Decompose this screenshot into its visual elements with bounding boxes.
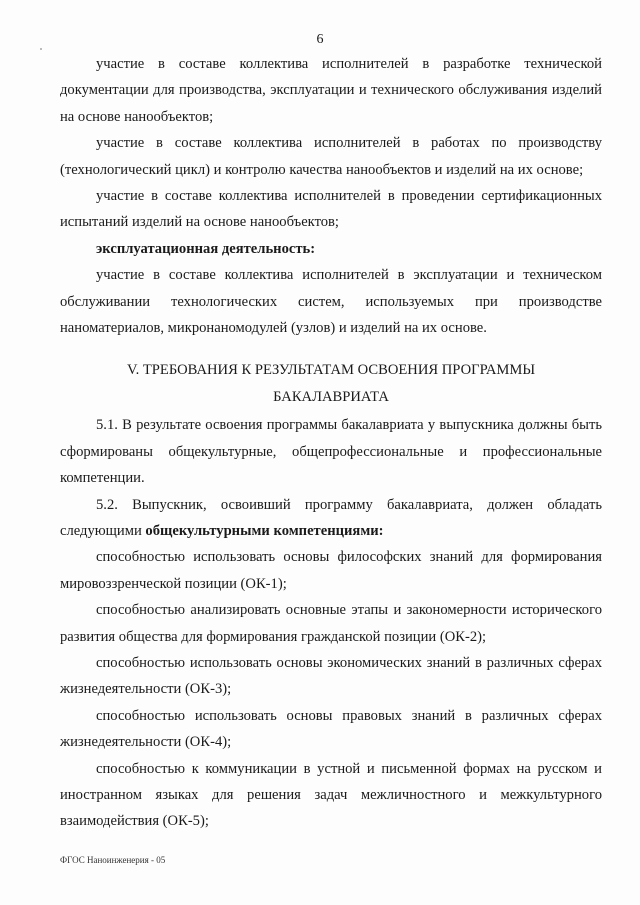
competency-ok-4: способностью использовать основы правовых знаний в различных сферах жизнедеятельности (ОК-4);	[60, 707, 602, 751]
paragraph-tech-documentation: участие в составе коллектива исполнителей в разработке технической документации для производства, эксплуатации и технического обслуживания изделий на основе нанообъектов;	[60, 56, 602, 125]
page-footer: ФГОС Наноинженерия - 05	[60, 855, 166, 865]
activity-heading: эксплуатационная деятельность:	[96, 240, 316, 257]
scan-dot	[40, 48, 42, 50]
section-heading	[60, 357, 602, 410]
paragraph-certification: участие в составе коллектива исполнителей в проведении сертификационных испытаний изделий на основе нанообъектов;	[60, 188, 602, 231]
section-title-line2: БАКАЛАВРИАТА	[273, 388, 389, 405]
paragraph-5-2-text: 5.2. Выпускник, освоивший программу бакалавриата, должен обладать следующими	[60, 496, 602, 539]
competency-ok-5: способностью к коммуникации в устной и письменной формах на русском и иностранном языках для решения задач межличностного и межкультурного взаимодействия (ОК-5);	[60, 760, 602, 830]
competency-ok-1: способностью использовать основы философских знаний для формирования мировоззренческой позиции (ОК-1);	[60, 549, 602, 592]
competency-ok-2: способностью анализировать основные этапы и закономерности исторического развития общества для формирования гражданской позиции (ОК-2);	[60, 602, 602, 645]
page-content	[60, 51, 602, 835]
paragraph-5-1: 5.1. В результате освоения программы бакалавриата у выпускника должны быть сформированы общекультурные, общепрофессиональные и профессиональные компетенции.	[60, 417, 602, 487]
page-number: 6	[316, 32, 324, 47]
paragraph-operation: участие в составе коллектива исполнителей в эксплуатации и техническом обслуживании технологических систем, используемых при производстве наноматериалов, микронаномодулей (узлов) и изделий на их основе.	[60, 267, 602, 337]
paragraph-production-quality: участие в составе коллектива исполнителей в работах по производству (технологический цикл) и контролю качества нанообъектов и изделий на их основе;	[60, 135, 602, 178]
paragraph-5-2-bold: общекультурными компетенциями:	[145, 522, 384, 539]
competency-ok-3: способностью использовать основы экономических знаний в различных сферах жизнедеятельности (ОК-3);	[60, 654, 602, 698]
paragraph-5-2	[60, 492, 602, 545]
section-title-line1: V. ТРЕБОВАНИЯ К РЕЗУЛЬТАТАМ ОСВОЕНИЯ ПРОГРАММЫ	[126, 362, 536, 379]
